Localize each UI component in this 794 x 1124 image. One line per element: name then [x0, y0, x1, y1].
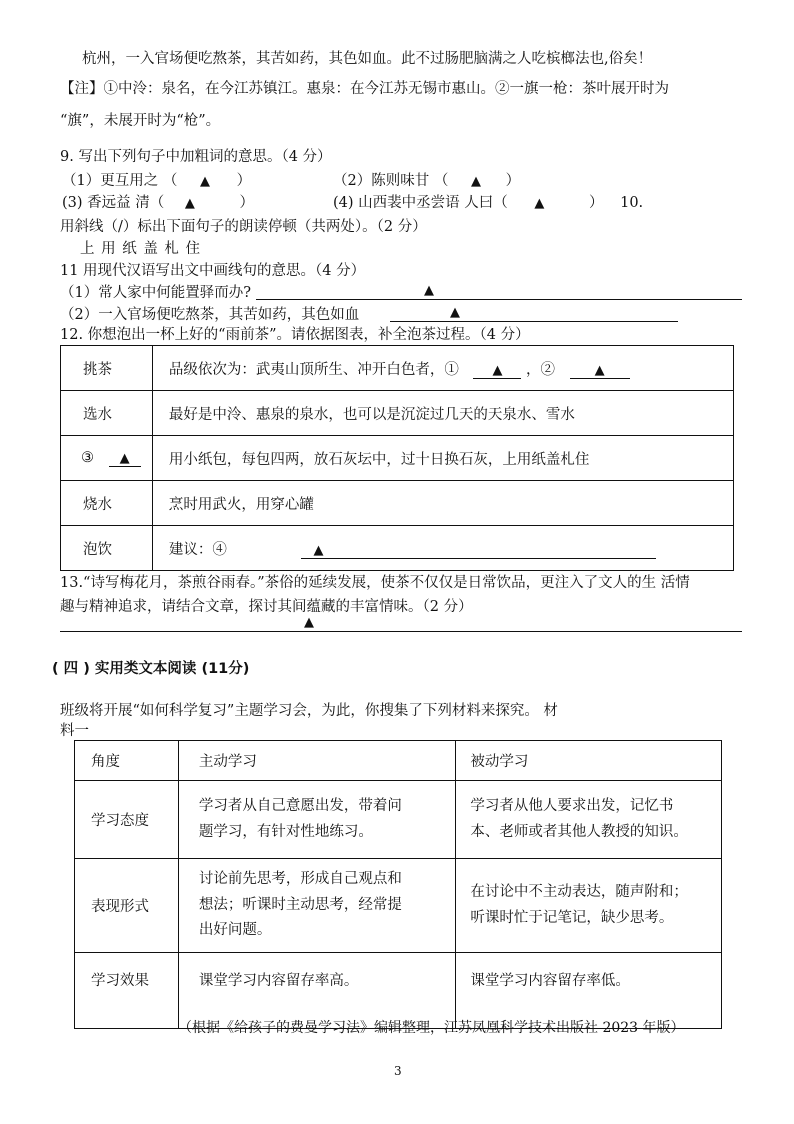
passage-tail: 杭州，一入官场便吃熬茶，其苦如药，其色如血。此不过肠肥脑满之人吃槟榔法也,俗矣！: [82, 51, 653, 67]
content-cell: 品级依次为：武夷山顶所生、冲开白色者，① ▲ ，② ▲: [152, 346, 733, 391]
answer-mark: ▲: [594, 362, 605, 378]
angle-cell: 学习效果: [75, 953, 179, 1029]
active-cell: 讨论前先思考，形成自己观点和 想法；听课时主动思考，经常提 出好问题。: [178, 859, 456, 953]
active-cell: 课堂学习内容留存率高。: [178, 953, 456, 1029]
step-cell: 选水: [61, 391, 153, 436]
answer-mark: ▲: [184, 196, 195, 211]
passive-cell: 学习者从他人要求出发，记忆书 本、老师或者其他人教授的知识。: [456, 781, 722, 859]
step-cell: ③ ▲: [61, 436, 153, 481]
q9-item-1: （1）更互用之 （ ▲ ）: [62, 173, 252, 189]
answer-mark: ▲: [534, 196, 545, 211]
table-row: [61, 346, 734, 391]
q9-title: 9. 写出下列句子中加粗词的意思。（4 分）: [60, 149, 332, 165]
angle-cell: 学习态度: [75, 781, 179, 859]
q13-line-1: 13.“诗写梅花月，茶煎谷雨春。”茶俗的延续发展，使茶不仅仅是日常饮品，更注入了文人的生 活情: [60, 575, 690, 591]
answer-mark: ▲: [492, 362, 503, 378]
step-cell: 烧水: [61, 481, 153, 526]
header-passive: 被动学习: [456, 741, 722, 781]
source-citation: （根据《给孩子的费曼学习法》编辑整理，江苏凤凰科学技术出版社 2023 年版）: [178, 1020, 685, 1036]
answer-mark: ▲: [424, 283, 434, 298]
answer-mark: ▲: [470, 174, 481, 189]
q9-item-4: (4) 山西裴中丞尝语 人曰（ ▲ ） 10.: [333, 195, 644, 211]
q9-item-2: （2）陈则味甘 （ ▲ ）: [333, 173, 521, 189]
content-cell: 用小纸包，每包四两，放石灰坛中，过十日换石灰，上用纸盖札住: [152, 436, 733, 481]
answer-mark: ▲: [313, 542, 324, 558]
header-angle: 角度: [75, 741, 179, 781]
table-header-row: [75, 741, 722, 781]
table-row: [61, 436, 734, 481]
q10-number: 10.: [620, 195, 644, 211]
tea-process-table: [60, 345, 734, 571]
section-4-title: ( 四 ) 实用类文本阅读 (11分): [52, 661, 250, 677]
q12-title: 12. 你想泡出一杯上好的“雨前茶”。请依据图表，补全泡茶过程。（4 分）: [60, 327, 530, 343]
content-cell: 烹时用武火，用穿心罐: [152, 481, 733, 526]
passive-cell: 在讨论中不主动表达，随声附和； 听课时忙于记笔记，缺少思考。: [456, 859, 722, 953]
q10-instruction: 用斜线（/）标出下面句子的朗读停顿（共两处）。（2 分）: [60, 219, 427, 235]
page-number: 3: [394, 1064, 402, 1078]
passive-cell: 课堂学习内容留存率低。: [456, 953, 722, 1029]
q9-item-3: (3) 香远益 清（ ▲ ）: [62, 195, 254, 211]
content-cell: 建议：④ ▲: [152, 526, 733, 571]
note-line-2: “旗”，未展开时为“枪”。: [60, 113, 221, 129]
q11-item-1: （1）常人家中何能置驿而办?: [60, 285, 251, 301]
active-cell: 学习者从自己意愿出发，带着问 题学习，有针对性地练习。: [178, 781, 456, 859]
content-cell: 最好是中泠、惠泉的泉水，也可以是沉淀过几天的天泉水、雪水: [152, 391, 733, 436]
step-cell: 泡饮: [61, 526, 153, 571]
answer-mark: ▲: [450, 305, 460, 320]
q10-sentence: 上 用 纸 盖 札 住: [80, 241, 202, 257]
q13-line-2: 趣与精神追求，请结合文章，探讨其间蕴藏的丰富情味。（2 分）: [60, 599, 473, 615]
angle-cell: 表现形式: [75, 859, 179, 953]
answer-mark: ▲: [199, 174, 210, 189]
header-active: 主动学习: [178, 741, 456, 781]
section-4-intro-2: 料一: [60, 723, 89, 739]
q11-answer-line-2: [390, 321, 678, 322]
answer-mark: ▲: [119, 450, 130, 466]
table-row: [61, 391, 734, 436]
q13-answer-line: [60, 631, 742, 632]
q11-item-2: （2）一入官场便吃熬茶，其苦如药，其色如血: [60, 307, 360, 323]
table-row: [61, 526, 734, 571]
table-row: [75, 953, 722, 1029]
section-4-intro-1: 班级将开展“如何科学复习”主题学习会，为此，你搜集了下列材料来探究。 材: [60, 703, 558, 719]
note-line-1: 【注】①中泠：泉名，在今江苏镇江。惠泉：在今江苏无锡市惠山。②一旗一枪：茶叶展开时为: [60, 81, 669, 97]
answer-mark: ▲: [304, 615, 314, 630]
q11-answer-line-1: [256, 299, 742, 300]
table-row: [61, 481, 734, 526]
step-cell: 挑茶: [61, 346, 153, 391]
table-row: [75, 781, 722, 859]
table-row: [75, 859, 722, 953]
learning-comparison-table: [74, 740, 722, 1029]
q11-title: 11 用现代汉语写出文中画线句的意思。（4 分）: [60, 263, 366, 279]
